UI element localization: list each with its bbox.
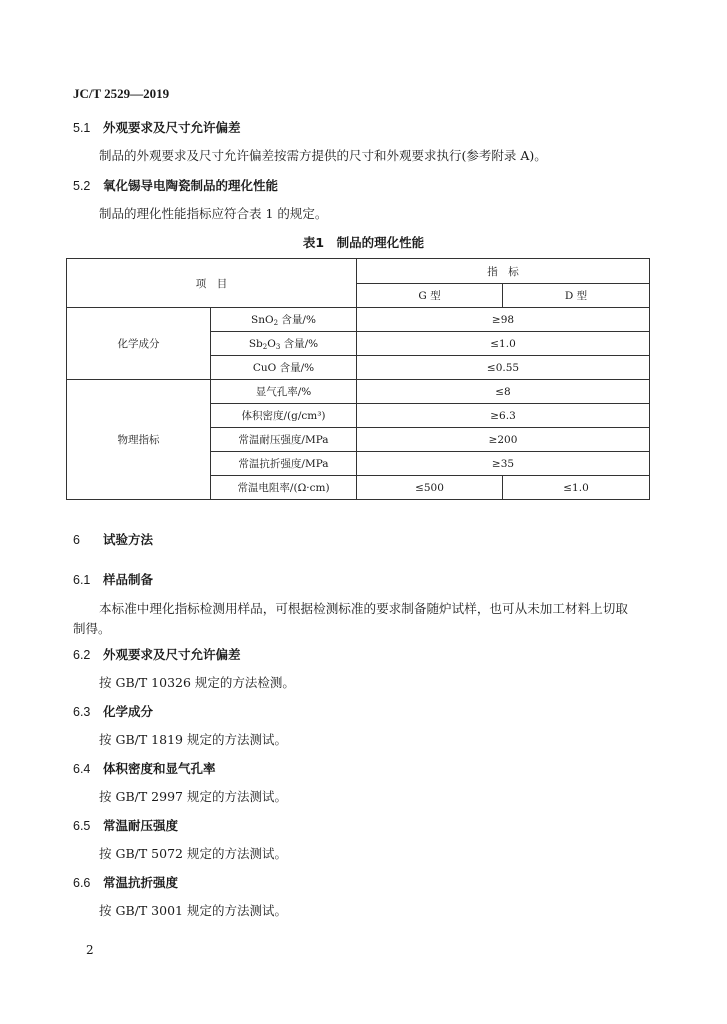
section-title: 样品制备 — [103, 572, 154, 587]
section-number: 6.6 — [73, 876, 91, 890]
properties-table — [66, 258, 650, 500]
section-number: 6.1 — [73, 573, 91, 587]
row-name: 常温耐压强度/MPa — [211, 428, 357, 452]
row-value: ≤0.55 — [357, 356, 650, 380]
section-number: 6 — [73, 533, 80, 547]
row-value: ≥98 — [357, 308, 650, 332]
header-item: 项 目 — [67, 259, 357, 308]
section-6-3-heading — [73, 702, 153, 720]
row-value-d: ≤1.0 — [503, 476, 650, 500]
group-label-physical: 物理指标 — [67, 380, 211, 500]
section-6-6-text: 按 GB/T 3001 规定的方法测试。 — [99, 903, 287, 918]
page-number: 2 — [86, 943, 94, 957]
row-name: 体积密度/(g/cm³) — [211, 404, 357, 428]
section-title: 体积密度和显气孔率 — [103, 761, 216, 776]
section-6-2-heading — [73, 645, 241, 663]
section-number: 6.5 — [73, 819, 91, 833]
section-number: 6.2 — [73, 648, 91, 662]
table-caption: 表1 制品的理化性能 — [302, 235, 425, 250]
section-5-2-text: 制品的理化性能指标应符合表 1 的规定。 — [99, 206, 328, 221]
section-number: 5.1 — [73, 121, 91, 135]
section-title: 常温耐压强度 — [103, 818, 179, 833]
row-name: 常温抗折强度/MPa — [211, 452, 357, 476]
header-type-g: G 型 — [357, 284, 503, 308]
section-number: 6.3 — [73, 705, 91, 719]
section-title: 试验方法 — [103, 532, 154, 547]
group-label-chemical: 化学成分 — [67, 308, 211, 380]
row-value: ≥35 — [357, 452, 650, 476]
row-name: 常温电阻率/(Ω·cm) — [211, 476, 357, 500]
row-value: ≥6.3 — [357, 404, 650, 428]
section-5-1-heading — [73, 118, 241, 136]
section-6-4-text: 按 GB/T 2997 规定的方法测试。 — [99, 789, 287, 804]
row-name: $Sb_2O_3$ 含量/% — [211, 332, 357, 356]
section-6-3-text: 按 GB/T 1819 规定的方法测试。 — [99, 732, 287, 747]
header-type-d: D 型 — [503, 284, 650, 308]
section-6-5-heading — [73, 816, 178, 834]
section-6-2-text: 按 GB/T 10326 规定的方法检测。 — [99, 675, 295, 690]
row-value: ≤8 — [357, 380, 650, 404]
section-title: 氧化锡导电陶瓷制品的理化性能 — [103, 178, 279, 193]
section-6-heading — [73, 530, 153, 548]
section-title: 外观要求及尺寸允许偏差 — [103, 647, 241, 662]
section-number: 6.4 — [73, 762, 91, 776]
row-name: SnO$_2$ 含量/% — [211, 308, 357, 332]
row-name: 显气孔率/% — [211, 380, 357, 404]
section-6-1-text-line2: 制得。 — [73, 621, 111, 636]
row-name: CuO 含量/% — [211, 356, 357, 380]
section-number: 5.2 — [73, 179, 91, 193]
row-value: ≤1.0 — [357, 332, 650, 356]
section-6-6-heading — [73, 873, 178, 891]
section-5-2-heading — [73, 176, 278, 194]
section-6-1-heading — [73, 570, 153, 588]
standard-code-header: JC/T 2529—2019 — [73, 86, 170, 101]
section-title: 外观要求及尺寸允许偏差 — [103, 120, 241, 135]
section-5-1-text: 制品的外观要求及尺寸允许偏差按需方提供的尺寸和外观要求执行(参考附录 A)。 — [99, 148, 547, 163]
section-title: 化学成分 — [103, 704, 154, 719]
row-value-g: ≤500 — [357, 476, 503, 500]
section-6-1-text-line1: 本标准中理化指标检测用样品，可根据检测标准的要求制备随炉试样，也可从未加工材料上切取 — [99, 601, 628, 616]
section-6-5-text: 按 GB/T 5072 规定的方法测试。 — [99, 846, 287, 861]
section-title: 常温抗折强度 — [103, 875, 179, 890]
section-6-4-heading — [73, 759, 216, 777]
row-value: ≥200 — [357, 428, 650, 452]
header-index: 指 标 — [357, 259, 650, 284]
